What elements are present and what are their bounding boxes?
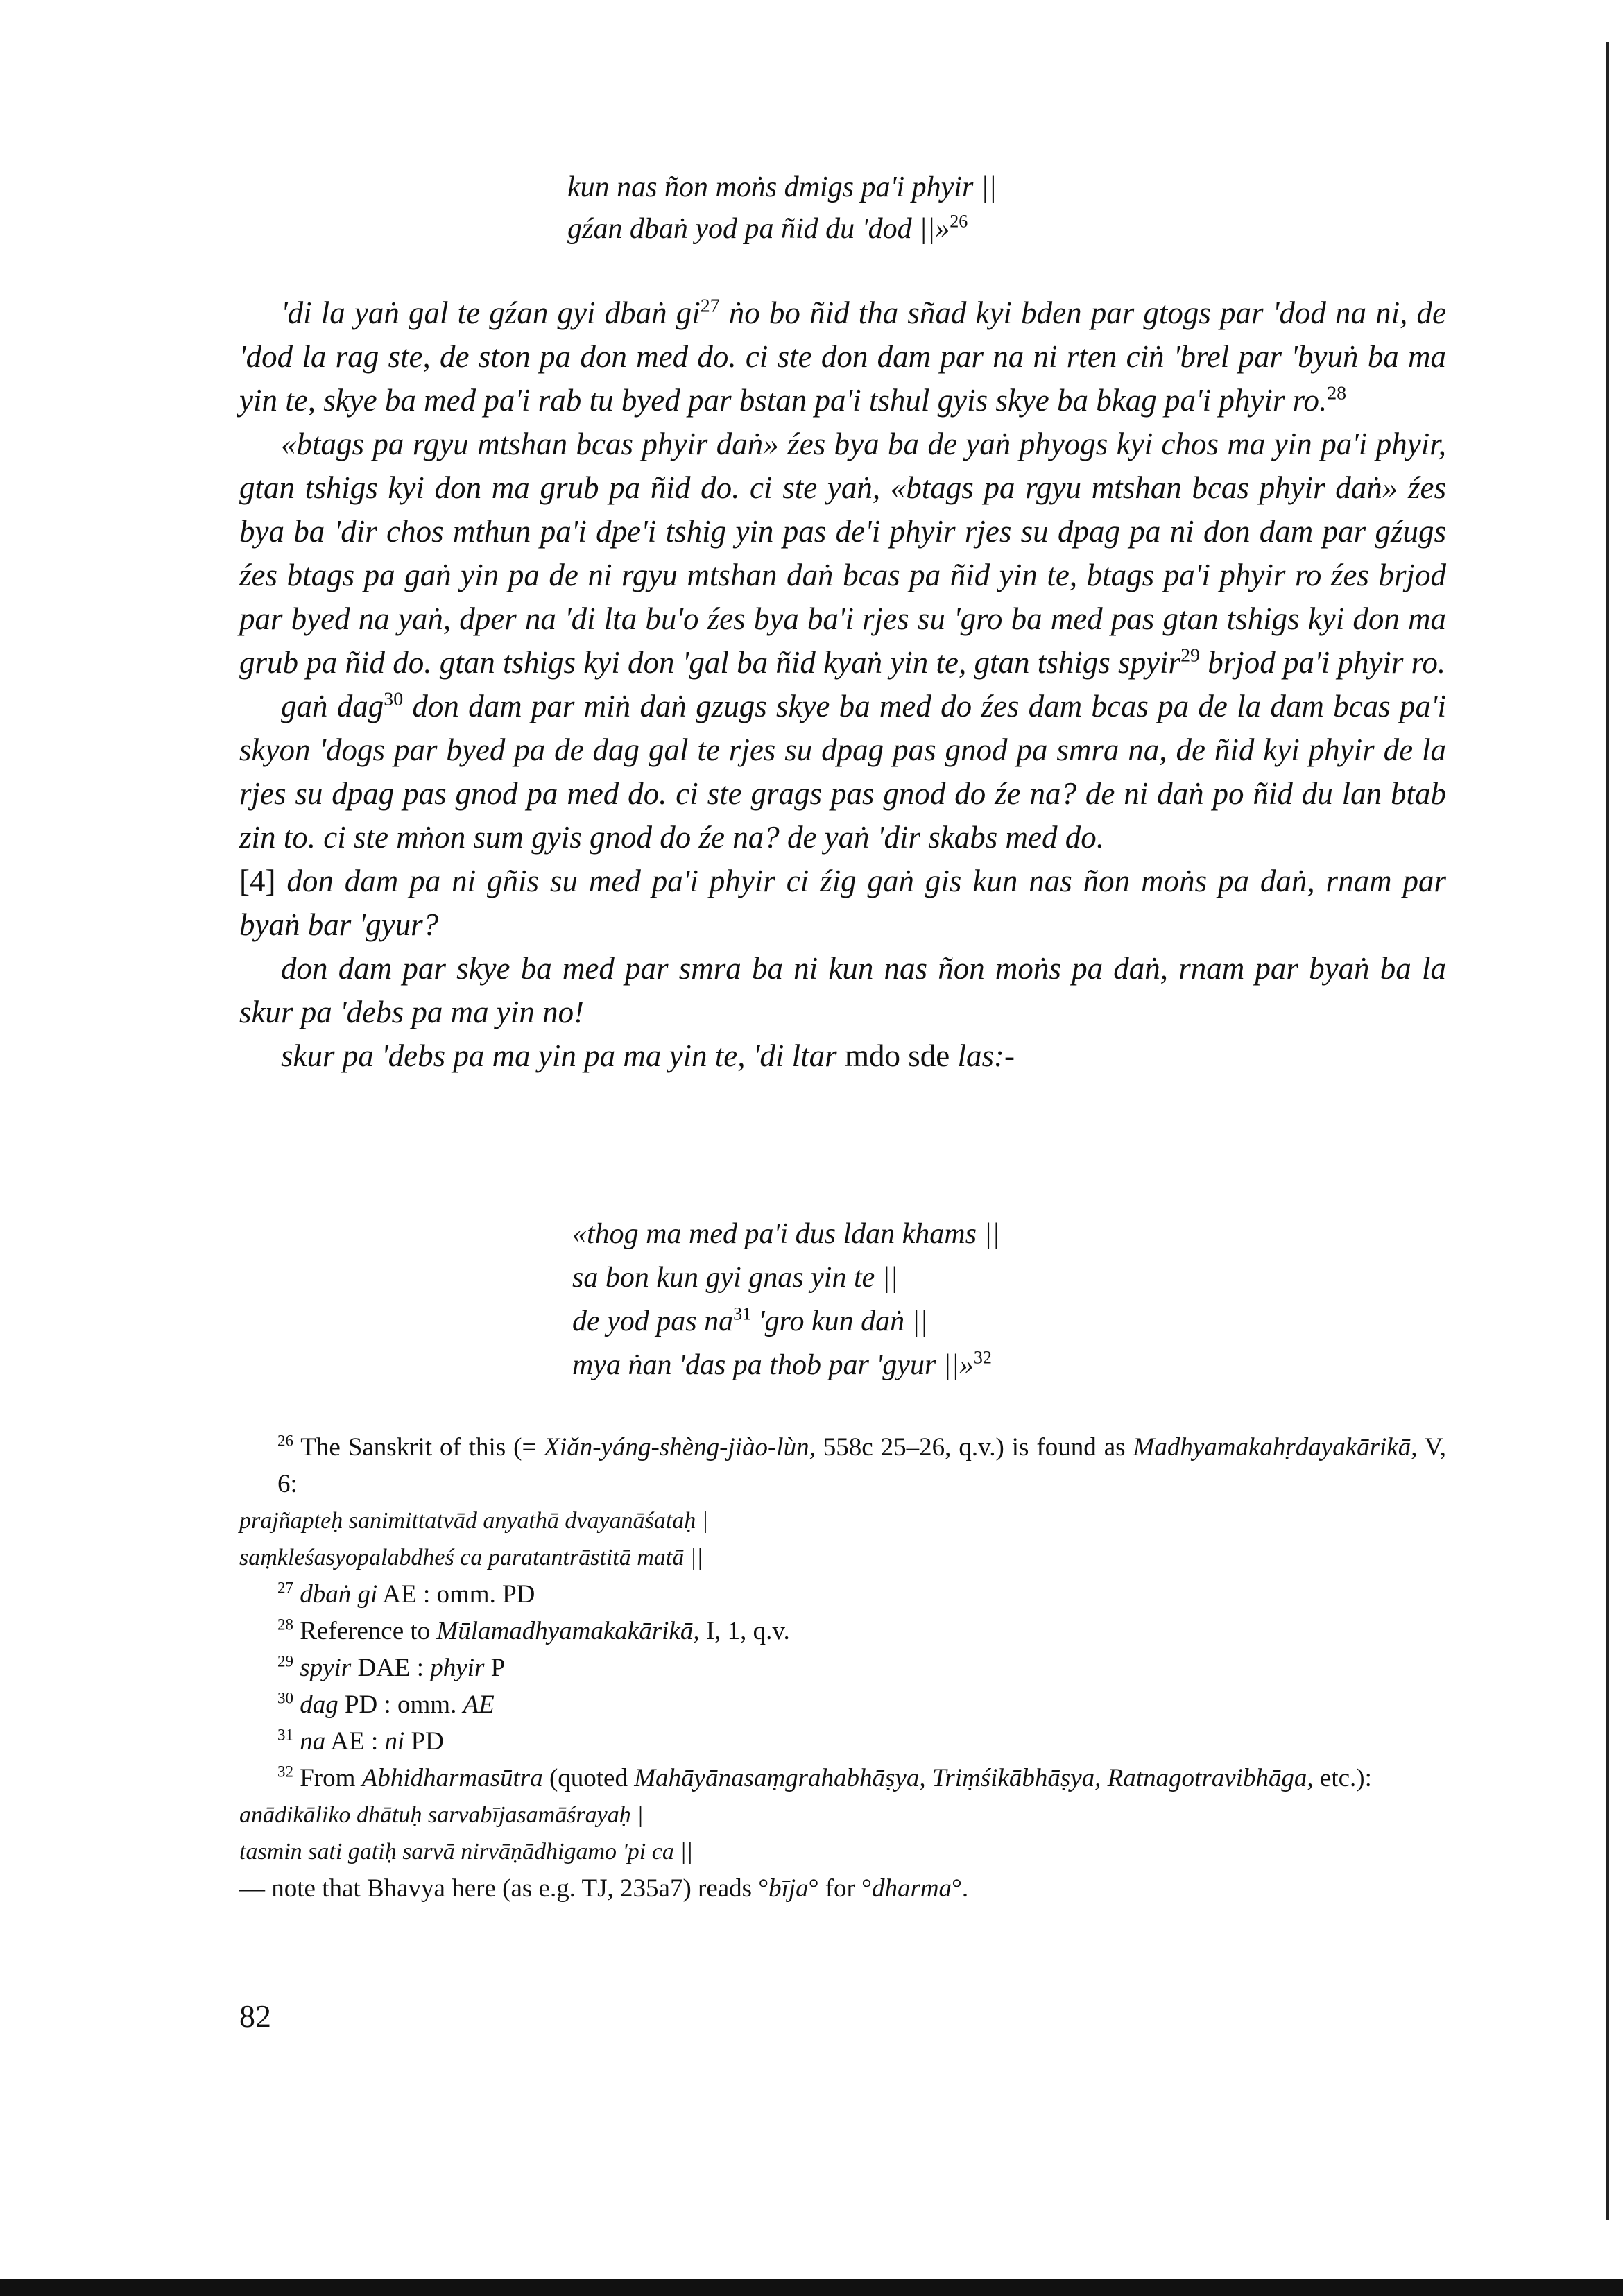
footnote-ref-31: 31 xyxy=(733,1303,752,1324)
footnote-ref-29: 29 xyxy=(1180,644,1200,667)
footnote-27: $^{27}$ dbaṅ gi AE : omm. PD xyxy=(277,1579,535,1609)
paragraph-4: [4] don dam pa ni gñis su med pa'i phyir ci źig gaṅ gis kun nas ñon moṅs pa daṅ, rnam par byaṅ bar 'gyur? xyxy=(239,864,1446,942)
verse-middle xyxy=(572,1213,1000,1387)
footnote-32-note: — note that Bhavya here (as e.g. TJ, 235a7) reads °bīja° for °dharma°. xyxy=(239,1874,969,1903)
footnotes xyxy=(239,1429,1446,1907)
paragraph-5: don dam par skye ba med par smra ba ni kun nas ñon moṅs pa daṅ, rnam par byaṅ ba la skur pa 'debs pa ma yin no! xyxy=(239,951,1446,1029)
right-edge-rule xyxy=(1606,42,1609,2220)
footnote-ref-32: 32 xyxy=(973,1347,992,1368)
footnote-ref-26: 26 xyxy=(950,211,968,232)
footnote-26-sanskrit-1: prajñapteḥ sanimittatvād anyathā dvayanāśataḥ | xyxy=(239,1508,709,1534)
footnote-ref-30: 30 xyxy=(384,688,404,710)
footnote-28: $^{28}$ Reference to Mūlamadhyamakakārikā, I, 1, q.v. xyxy=(277,1616,790,1645)
footnote-ref-27: 27 xyxy=(700,295,720,317)
section-number: [4] xyxy=(239,864,276,898)
footnote-ref-28: 28 xyxy=(1327,382,1347,404)
main-text xyxy=(239,291,1446,1078)
footnote-26: $^{26}$ The Sanskrit of this (= Xiǎn-yáng-shèng-jiào-lùn, 558c 25–26, q.v.) is found as Madhyamakahṛdayakārikā, V, 6: xyxy=(277,1432,1446,1498)
verse-mid-line-3: de yod pas $na^{31}$ 'gro kun daṅ || xyxy=(572,1303,928,1337)
verse-top-line-1: kun nas ñon moṅs dmigs pa'i phyir || xyxy=(567,171,997,203)
footnote-32-sanskrit-2: tasmin sati gatiḥ sarvā nirvāṇādhigamo 'pi ca || xyxy=(239,1839,694,1865)
verse-mid-line-1: «thog ma med pa'i dus ldan khams || xyxy=(572,1218,1000,1250)
verse-top-line-2: gźan dbaṅ yod pa ñid du 'dod ||»$^{26}$ xyxy=(567,211,968,245)
footnote-32-sanskrit-1: anādikāliko dhātuḥ sarvabījasamāśrayaḥ | xyxy=(239,1802,644,1828)
footnote-31: $^{31}$ na AE : ni PD xyxy=(277,1726,444,1756)
page-number: 82 xyxy=(239,1998,271,2034)
footnote-26-sanskrit-2: saṃkleśasyopalabdheś ca paratantrāstitā matā || xyxy=(239,1545,703,1570)
paragraph-6: skur pa 'debs pa ma yin pa ma yin te, 'di ltar mdo sde las:- xyxy=(281,1038,1015,1073)
verse-mid-line-2: sa bon kun gyi gnas yin te || xyxy=(572,1262,898,1294)
paragraph-1: 'di la yaṅ gal te gźan gyi dbaṅ $gi^{27}$ ṅo bo ñid tha sñad kyi bden par gtogs par 'dod na ni, de 'dod la rag ste, de ston pa don med do. ci ste don dam par na ni rten ciṅ 'brel par 'byuṅ ba ma yin te, skye ba med pa'i rab tu byed par bstan pa'i tshul gyis skye ba bkag pa'i phyir ro.$^{28}$ xyxy=(239,295,1447,418)
footnote-32: $^{32}$ From Abhidharmasūtra (quoted Mahāyānasaṃgrahabhāṣya, Triṃśikābhāṣya, Ratnagotravibhāga, etc.): xyxy=(277,1763,1372,1792)
verse-top xyxy=(567,166,997,250)
footnote-30: $^{30}$ dag PD : omm. AE xyxy=(277,1689,495,1719)
paragraph-2: «btags pa rgyu mtshan bcas phyir daṅ» źes bya ba de yaṅ phyogs kyi chos ma yin pa'i phyir, gtan tshigs kyi don ma grub pa ñid do. ci ste yaṅ, «btags pa rgyu mtshan bcas phyir daṅ» źes bya ba 'dir chos mthun pa'i dpe'i tshig yin pas de'i phyir rjes su dpag pa ni don dam par gźugs źes btags pa gaṅ yin pa de ni rgyu mtshan daṅ bcas pa ñid yin te, btags pa'i phyir ro źes brjod par byed na yaṅ, dper na 'di lta bu'o źes bya ba'i rjes su 'gro ba med pas gtan tshigs kyi don ma grub pa ñid do. gtan tshigs kyi don 'gal ba ñid kyaṅ yin te, gtan tshigs spyir$^{29}$ brjod pa'i phyir ro. xyxy=(239,427,1446,680)
bottom-edge-rule xyxy=(0,2279,1623,2296)
paragraph-3: gaṅ dag$^{30}$ don dam par miṅ daṅ gzugs skye ba med do źes dam bcas pa de la dam bcas pa'i skyon 'dogs par byed pa de dag gal te rjes su dpag pas gnod pa smra na, de ñid kyi phyir de la rjes su dpag pas gnod pa med do. ci ste grags pas gnod do źe na? de ni daṅ po ñid du lan btab zin to. ci ste mṅon sum gyis gnod do źe na? de yaṅ 'dir skabs med do. xyxy=(239,688,1446,855)
footnote-29: $^{29}$ spyir DAE : phyir P xyxy=(277,1652,506,1682)
verse-mid-line-4: mya ṅan 'das pa thob par 'gyur ||»$^{32}$ xyxy=(572,1347,992,1381)
